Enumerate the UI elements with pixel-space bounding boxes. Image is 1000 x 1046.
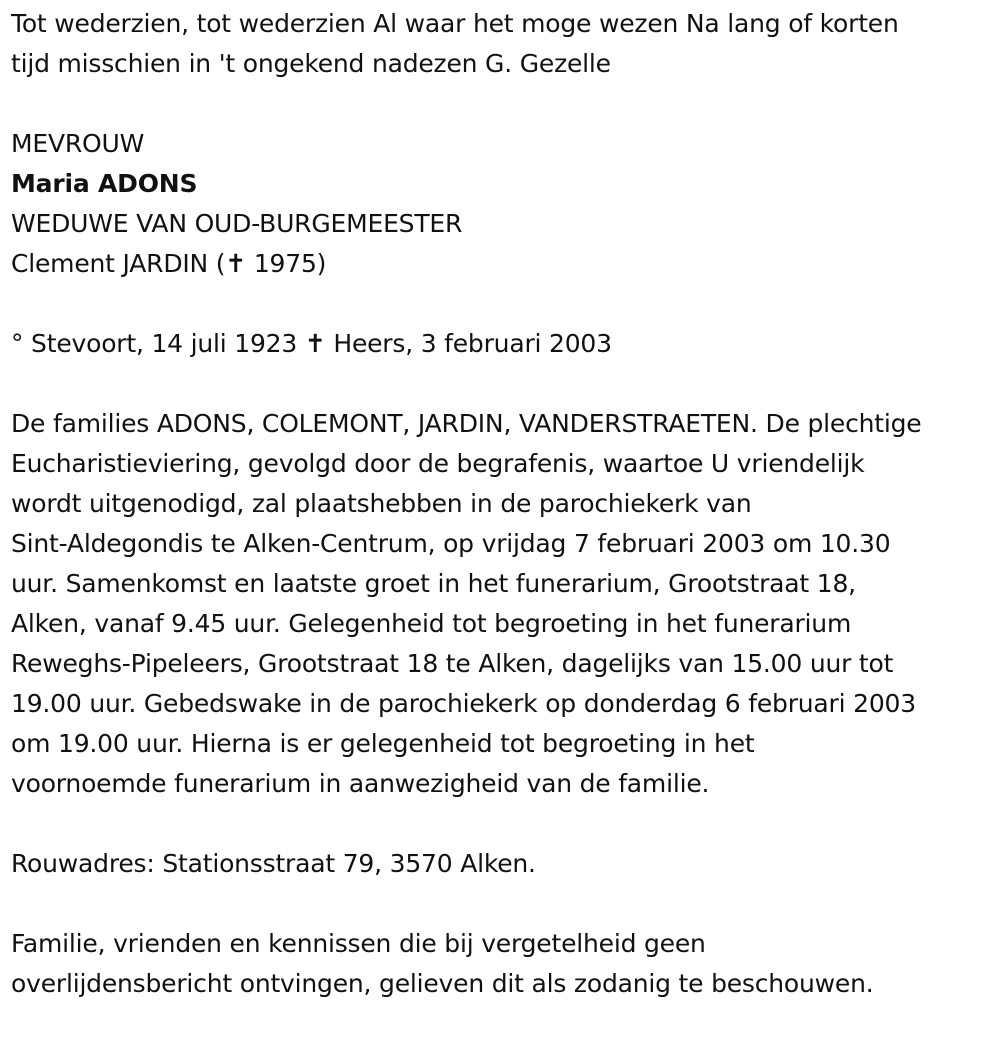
announcement-line: 19.00 uur. Gebedswake in de parochiekerk op donderdag 6 februari 2003 [11,689,916,718]
birth-icon: ° [11,329,24,358]
cross-icon: ✝ [304,329,326,358]
announcement-line: uur. Samenkomst en laatste groet in het funerarium, Grootstraat 18, [11,569,856,598]
gezelle-quote [11,4,996,84]
spacer [11,364,996,404]
closing-note [11,924,996,1004]
announcement-line: Alken, vanaf 9.45 uur. Gelegenheid tot begroeting in het funerarium [11,609,852,638]
spouse-name: Clement JARDIN ( [11,249,226,278]
spacer [11,84,996,124]
mourning-address-line: Rouwadres: Stationsstraat 79, 3570 Alken. [11,849,536,878]
cross-icon: ✝ [225,249,247,278]
quote-line: Tot wederzien, tot wederzien Al waar het moge wezen Na lang of korten [11,9,899,38]
announcement-line: Sint-Aldegondis te Alken-Centrum, op vrijdag 7 februari 2003 om 10.30 [11,529,891,558]
announcement-line: Eucharistieviering, gevolgd door de begrafenis, waartoe U vriendelijk [11,449,865,478]
mourning-address [11,844,996,884]
birth-date: Stevoort, 14 juli 1923 [23,329,305,358]
life-dates [11,324,996,364]
deceased-block [11,124,996,284]
closing-line: overlijdensbericht ontvingen, gelieven dit als zodanig te beschouwen. [11,969,874,998]
announcement-line: wordt uitgenodigd, zal plaatshebben in de parochiekerk van [11,489,752,518]
death-date: Heers, 3 februari 2003 [325,329,612,358]
obituary-notice [11,4,996,1004]
announcement-line: Reweghs-Pipeleers, Grootstraat 18 te Alken, dagelijks van 15.00 uur tot [11,649,894,678]
spacer [11,284,996,324]
quote-line: tijd misschien in 't ongekend nadezen G. Gezelle [11,49,611,78]
spouse-line [11,244,996,284]
deceased-title: MEVROUW [11,129,145,158]
announcement-line: om 19.00 uur. Hierna is er gelegenheid tot begroeting in het [11,729,755,758]
funeral-announcement [11,404,996,804]
announcement-line: De families ADONS, COLEMONT, JARDIN, VANDERSTRAETEN. De plechtige [11,409,922,438]
spacer [11,804,996,844]
announcement-line: voornoemde funerarium in aanwezigheid van de familie. [11,769,710,798]
deceased-name: Maria ADONS [11,169,198,198]
closing-line: Familie, vrienden en kennissen die bij vergetelheid geen [11,929,706,958]
widow-of-label: WEDUWE VAN OUD-BURGEMEESTER [11,209,463,238]
spouse-death-year: 1975) [253,249,327,278]
spacer [11,884,996,924]
